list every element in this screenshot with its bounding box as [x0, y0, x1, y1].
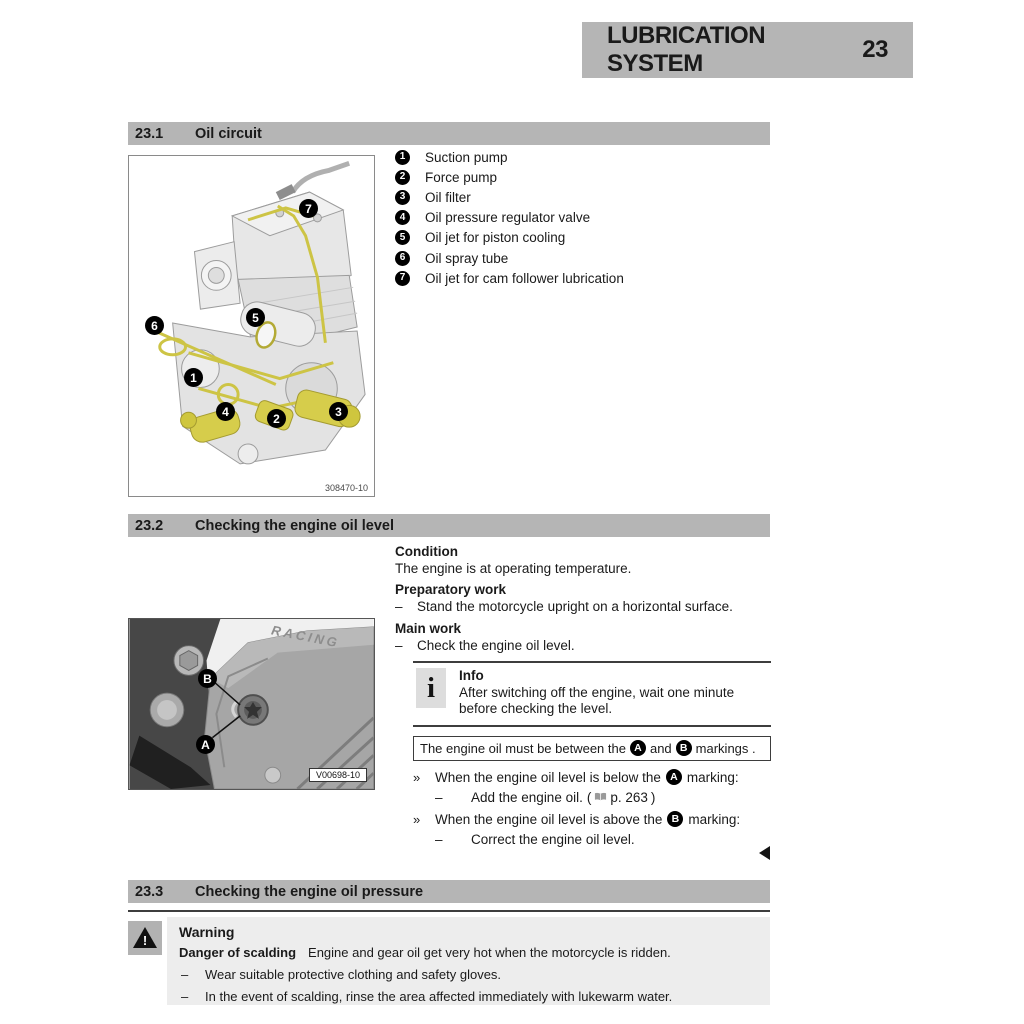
legend-item: [395, 268, 624, 288]
oil-circuit-figure: [128, 155, 375, 497]
section-title: Checking the engine oil pressure: [195, 883, 424, 900]
legend-number-badge: 5: [395, 230, 410, 245]
warning-box: [167, 917, 770, 1005]
info-title: Info: [459, 668, 484, 683]
svg-text:!: !: [142, 933, 148, 948]
marker-b-badge: B: [667, 811, 683, 827]
section-title: Oil circuit: [195, 125, 262, 142]
requirement-text-pre: The engine oil must be between the: [420, 740, 626, 756]
section-number: 23.3: [135, 883, 164, 900]
figure-reference-number: 308470-10: [324, 483, 368, 493]
warning-top-rule: [128, 910, 770, 912]
dash-bullet: –: [435, 789, 443, 805]
legend-number-badge: 2: [395, 170, 410, 185]
section-title: Checking the engine oil level: [195, 517, 395, 534]
legend-label: Oil filter: [425, 189, 471, 205]
step-bullet: »: [413, 769, 421, 785]
legend-item: [395, 248, 624, 268]
warning-lead: [179, 944, 758, 961]
book-icon: [594, 792, 607, 802]
legend-number-badge: 3: [395, 190, 410, 205]
legend-item: [395, 208, 624, 228]
substep-text: Add the engine oil.: [471, 789, 583, 805]
chapter-title: LUBRICATION SYSTEM: [607, 22, 766, 77]
warning-triangle-icon: [132, 925, 158, 951]
chapter-header-bar: [582, 22, 913, 78]
section-heading-oil-circuit: [128, 122, 770, 145]
callout-6: 6: [145, 316, 164, 335]
substep-add-oil: [435, 789, 771, 806]
legend-number-badge: 6: [395, 251, 410, 266]
step-text-tail: marking:: [688, 811, 741, 827]
oil-level-procedure: [395, 543, 771, 848]
warning-item-text: Wear suitable protective clothing and safety gloves.: [205, 967, 502, 982]
section-heading-oil-pressure: [128, 880, 770, 903]
preparatory-item: [395, 598, 771, 615]
info-icon: i: [416, 668, 446, 708]
marker-b-badge: B: [676, 740, 692, 756]
preparatory-heading: Preparatory work: [395, 582, 507, 597]
oil-circuit-legend: [395, 147, 624, 288]
section-end-marker-icon: [759, 846, 770, 860]
legend-item: [395, 228, 624, 248]
legend-item: [395, 187, 624, 207]
legend-item: [395, 167, 624, 187]
legend-label: Oil jet for cam follower lubrication: [425, 270, 624, 286]
main-work-item-text: Check the engine oil level.: [417, 638, 575, 653]
legend-label: Oil pressure regulator valve: [425, 210, 591, 226]
info-text: After switching off the engine, wait one minute before checking the level.: [459, 684, 735, 716]
warning-title: Warning: [179, 924, 235, 940]
legend-number-badge: 4: [395, 210, 410, 225]
chapter-number: 23: [862, 36, 888, 63]
callout-b: B: [198, 669, 217, 688]
oil-level-figure: [128, 618, 375, 790]
legend-label: Suction pump: [425, 149, 508, 165]
step-text: When the engine oil level is above the: [435, 811, 663, 827]
ref-page: p. 263: [610, 789, 648, 805]
legend-item: [395, 147, 624, 167]
dash-bullet: –: [181, 989, 189, 1004]
warning-item-text: In the event of scalding, rinse the area affected immediately with lukewarm water.: [205, 989, 673, 1004]
requirement-text-mid: and: [649, 740, 672, 756]
step-below-marking: [413, 769, 771, 786]
warning-item: [179, 988, 758, 1005]
warning-danger-label: Danger of scalding: [179, 945, 297, 960]
oil-level-requirement-box: [413, 736, 771, 761]
step-bullet: »: [413, 811, 421, 827]
requirement-text-post: markings .: [695, 740, 756, 756]
dash-bullet: –: [395, 638, 403, 653]
callout-5: 5: [246, 308, 265, 327]
dash-bullet: –: [435, 831, 443, 847]
main-work-heading: Main work: [395, 621, 462, 636]
legend-label: Force pump: [425, 169, 498, 185]
callout-1: 1: [184, 368, 203, 387]
callout-7: 7: [299, 199, 318, 218]
dash-bullet: –: [181, 967, 189, 982]
marker-a-badge: A: [630, 740, 646, 756]
condition-text: The engine is at operating temperature.: [395, 561, 632, 576]
callout-3: 3: [329, 402, 348, 421]
legend-label: Oil spray tube: [425, 250, 509, 266]
marker-a-badge: A: [666, 769, 682, 785]
info-box: [413, 661, 771, 727]
step-above-marking: [413, 811, 771, 828]
section-number: 23.1: [135, 125, 164, 142]
substep-correct-level: [435, 831, 771, 848]
section-heading-oil-level: [128, 514, 770, 537]
callout-a: A: [196, 735, 215, 754]
section-number: 23.2: [135, 517, 164, 534]
step-text: When the engine oil level is below the: [435, 769, 661, 785]
ref-close: ): [650, 789, 656, 805]
preparatory-item-text: Stand the motorcycle upright on a horizontal surface.: [417, 599, 733, 614]
warning-item: [179, 966, 758, 983]
cross-reference: [587, 789, 656, 806]
callout-4: 4: [216, 402, 235, 421]
legend-number-badge: 1: [395, 150, 410, 165]
step-text-tail: marking:: [686, 769, 739, 785]
info-body: [459, 668, 765, 718]
main-work-item: [395, 637, 771, 654]
ref-open: (: [586, 789, 592, 805]
legend-number-badge: 7: [395, 271, 410, 286]
legend-label: Oil jet for piston cooling: [425, 230, 566, 246]
warning-icon-box: [128, 921, 162, 955]
warning-danger-text: Engine and gear oil get very hot when the motorcycle is ridden.: [308, 945, 671, 960]
condition-heading: Condition: [395, 544, 458, 559]
substep-text: Correct the engine oil level.: [471, 831, 635, 847]
dash-bullet: –: [395, 599, 403, 614]
callout-2: 2: [267, 409, 286, 428]
figure-reference-number: V00698-10: [309, 768, 367, 782]
engine-cover-logo-text: RACING: [270, 622, 342, 651]
